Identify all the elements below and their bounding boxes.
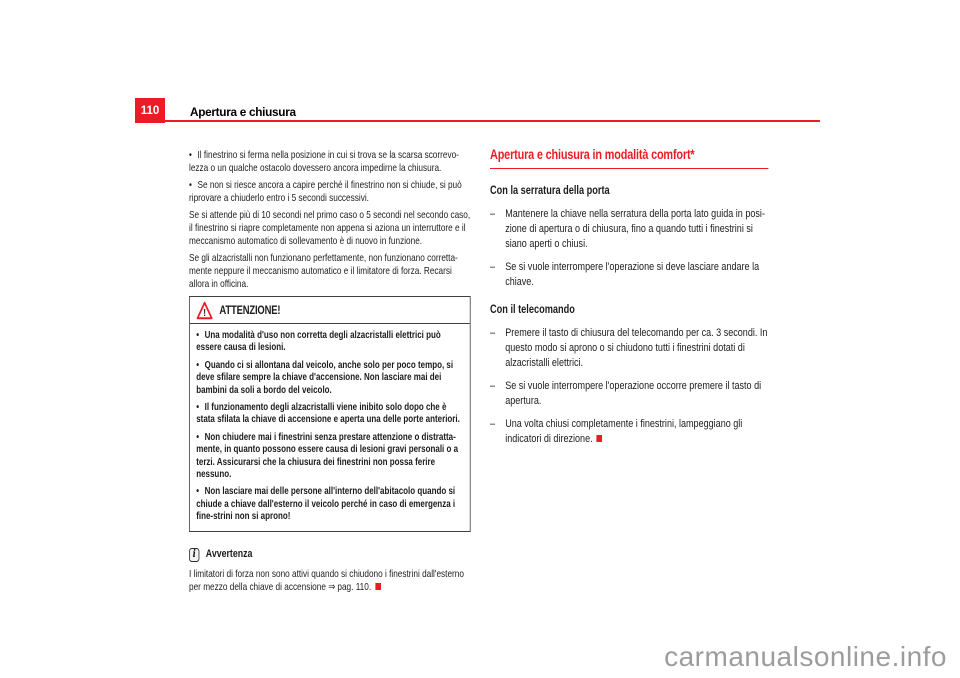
warning-item xyxy=(196,486,463,523)
dash-marker: – xyxy=(490,380,496,392)
paragraph-text: Se non si riesce ancora a capire perché il finestrino non si chiude, si può riprovare a chiuderlo entro i 5 secondi successivi. xyxy=(189,180,462,204)
warning-item xyxy=(196,432,463,482)
warning-box-header xyxy=(190,297,470,324)
list-item xyxy=(490,326,768,371)
bullet-marker: • xyxy=(196,359,200,371)
list-item-text xyxy=(505,417,768,447)
section-end-marker xyxy=(597,435,603,442)
page-number: 110 xyxy=(140,104,160,117)
page-number-badge xyxy=(135,98,165,123)
note-text-content: I limitatori di forza non sono attivi quando si chiudono i finestrini dall'esterno per mezzo della chiave di accensione ⇒ pag. 110. xyxy=(189,568,464,593)
note-section xyxy=(189,548,471,594)
section-end-marker xyxy=(375,583,381,590)
right-column xyxy=(490,147,768,455)
bullet-marker: • xyxy=(196,486,200,498)
info-icon-glyph: i xyxy=(192,548,196,561)
page-title: Apertura e chiusura xyxy=(190,105,296,119)
warning-title: ATTENZIONE! xyxy=(219,303,281,317)
header-rule xyxy=(165,120,820,122)
warning-item-text: Non lasciare mai delle persone all'interno dell'abitacolo quando si chiude a chiave dall'esterno il veicolo perché in caso di emergenza i fine-strini non si aprono! xyxy=(196,486,456,523)
left-column xyxy=(189,149,471,598)
section-heading: Apertura e chiusura in modalità comfort* xyxy=(490,147,768,169)
note-text xyxy=(189,568,471,594)
warning-item xyxy=(196,360,463,397)
info-icon xyxy=(189,548,199,562)
paragraph: Se gli alzacristalli non funzionano perfettamente, non funzionano corretta-mente neppure il meccanismo automatico e il limitatore di forza. Recarsi allora in officina. xyxy=(189,253,458,290)
bullet-marker: • xyxy=(189,150,192,161)
warning-item xyxy=(196,330,463,355)
dash-marker: – xyxy=(490,261,496,273)
paragraph: Se si attende più di 10 secondi nel primo caso o 5 secondi nel secondo caso, il finestrino si riapre completamente non appena si aziona un interruttore e il meccanismo automatico di sollevamento è di nuovo in funzione. xyxy=(189,210,471,247)
watermark: carmanualsonline.info xyxy=(664,641,947,672)
warning-box-body xyxy=(190,324,470,531)
warning-triangle-icon xyxy=(196,301,213,320)
list-item-text: Premere il tasto di chiusura del telecomando per ca. 3 secondi. In questo modo si aprono o si chiudono tutti i finestrini dotati di alzacristalli elettrici. xyxy=(505,327,768,369)
note-title: Avvertenza xyxy=(205,548,253,561)
list-item xyxy=(490,379,768,409)
list-item xyxy=(490,207,768,252)
list-item xyxy=(490,417,768,447)
bullet-paragraph xyxy=(189,179,471,205)
dash-marker: – xyxy=(490,327,496,339)
bullet-marker: • xyxy=(196,431,200,443)
list-item-text: Mantenere la chiave nella serratura della porta lato guida in posi-zione di apertura o di chiusura, fino a quando tutti i finestrini si siano aperti o chiusi. xyxy=(505,208,765,250)
warning-item-text: Quando ci si allontana dal veicolo, anche solo per poco tempo, si deve sfilare sempre la chiave d'accensione. Non lasciare mai dei bambini da soli a bordo del veicolo. xyxy=(196,359,454,396)
bullet-paragraph xyxy=(189,149,471,175)
dash-marker: – xyxy=(490,418,496,430)
list-item-text-content: Una volta chiusi completamente i finestrini, lampeggiano gli indicatori di direzione. xyxy=(505,418,743,445)
list-item-text: Se si vuole interrompere l'operazione occorre premere il tasto di apertura. xyxy=(505,380,762,407)
warning-exclamation-glyph: ! xyxy=(203,307,206,319)
subsection-heading-remote-control: Con il telecomando xyxy=(490,304,575,316)
warning-item-text: Il funzionamento degli alzacristalli viene inibito solo dopo che è stata sfilata la chiave di accensione e aperta una delle porte anteriori. xyxy=(196,402,460,426)
paragraph-text: Il finestrino si ferma nella posizione in cui si trova se la scarsa scorrevo-lezza o un qualche ostacolo dovessero ancora impedirne la chiusura. xyxy=(189,150,459,174)
bullet-marker: • xyxy=(189,180,192,191)
note-header xyxy=(189,548,471,562)
list-item xyxy=(490,260,768,290)
list-item-text: Se si vuole interrompere l'operazione si deve lasciare andare la chiave. xyxy=(505,261,760,288)
dash-marker: – xyxy=(490,208,496,220)
bullet-marker: • xyxy=(196,402,200,414)
warning-item-text: Una modalità d'uso non corretta degli alzacristalli elettrici può essere causa di lesioni. xyxy=(196,330,441,354)
warning-item-text: Non chiudere mai i finestrini senza prestare attenzione o distratta-mente, in quanto possono essere causa di lesioni gravi personali o a terzi. Assicurarsi che la chiusura dei finestrini non possa ferire nessuno. xyxy=(196,431,459,481)
warning-box xyxy=(189,296,471,532)
bullet-marker: • xyxy=(196,330,200,341)
warning-item xyxy=(196,402,463,427)
subsection-heading-door-lock: Con la serratura della porta xyxy=(490,185,610,197)
